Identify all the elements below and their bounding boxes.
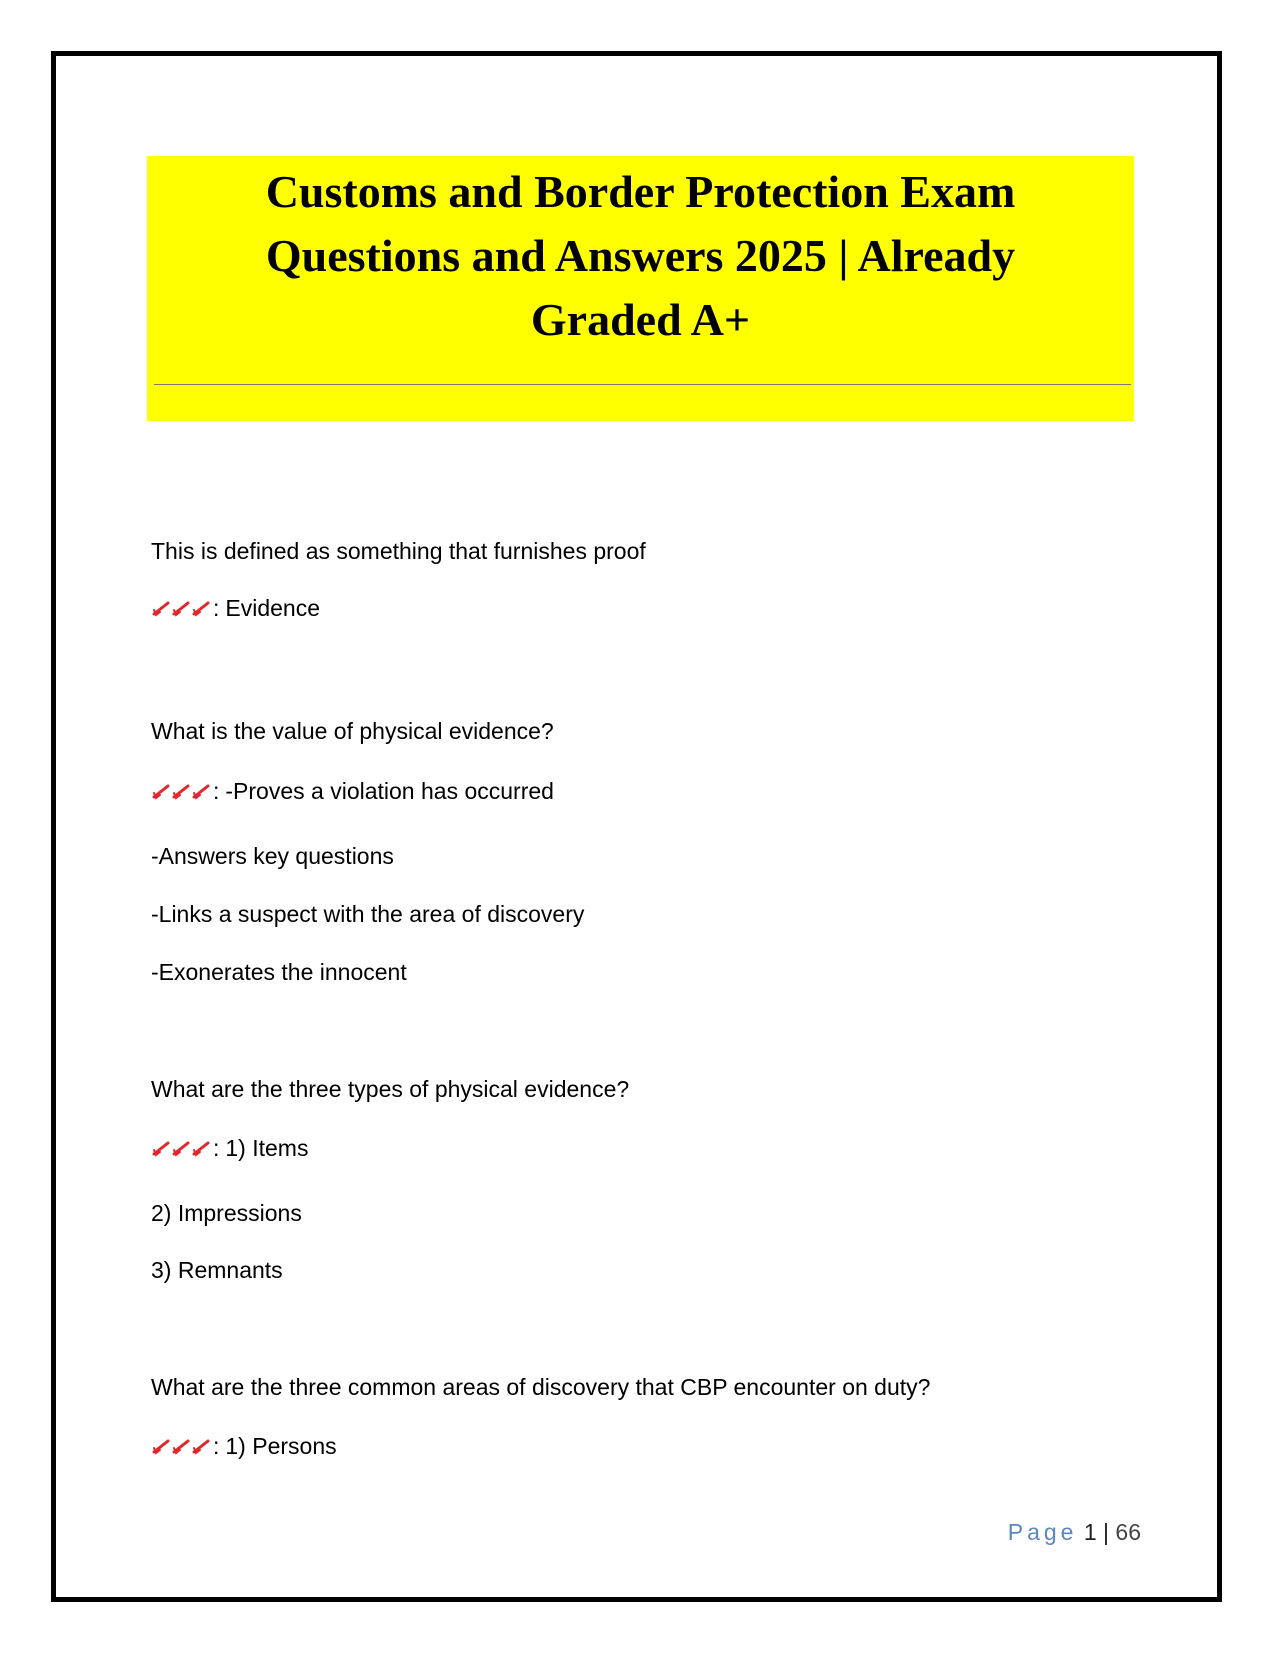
- question-text: This is defined as something that furnishes proof: [151, 538, 646, 564]
- triple-check-mark-icon: [151, 597, 213, 619]
- answer-line: [151, 776, 554, 806]
- triple-check-mark-icon: [151, 1435, 213, 1457]
- question-text: What are the three types of physical evidence?: [151, 1076, 630, 1102]
- answer-line: [151, 1431, 337, 1461]
- title-divider: [154, 384, 1131, 385]
- page-separator: |: [1103, 1519, 1110, 1545]
- answer-line: [151, 1133, 308, 1163]
- title-line: Customs and Border Protection Exam: [265, 166, 1016, 217]
- triple-check-mark-icon: [151, 780, 213, 802]
- answer-line: [151, 593, 320, 623]
- question-text: What is the value of physical evidence?: [151, 718, 554, 744]
- answer-continuation: 3) Remnants: [151, 1257, 283, 1283]
- current-page-number: 1: [1083, 1519, 1097, 1545]
- total-pages: 66: [1115, 1519, 1141, 1545]
- page-label: Page: [1007, 1519, 1078, 1545]
- answer-continuation: -Links a suspect with the area of discovery: [151, 901, 585, 927]
- answer-continuation: 2) Impressions: [151, 1200, 302, 1226]
- answer-text: Evidence: [225, 595, 321, 621]
- page-footer: [1008, 1517, 1141, 1547]
- question-text: What are the three common areas of discovery that CBP encounter on duty?: [151, 1374, 931, 1400]
- triple-check-mark-icon: [151, 1137, 213, 1159]
- answer-text: 1) Persons: [225, 1433, 337, 1459]
- answer-text: 1) Items: [225, 1135, 309, 1161]
- answer-continuation: -Exonerates the innocent: [151, 959, 407, 985]
- title-line: Graded A+: [530, 294, 751, 345]
- title-banner: [147, 156, 1134, 421]
- answer-continuation: -Answers key questions: [151, 843, 394, 869]
- document-title: [147, 156, 1134, 352]
- answer-separator: :: [213, 1433, 220, 1459]
- answer-separator: :: [213, 778, 220, 804]
- title-line: Questions and Answers 2025 | Already: [265, 230, 1016, 281]
- answer-separator: :: [213, 595, 220, 621]
- answer-separator: :: [213, 1135, 220, 1161]
- answer-text: -Proves a violation has occurred: [225, 778, 554, 804]
